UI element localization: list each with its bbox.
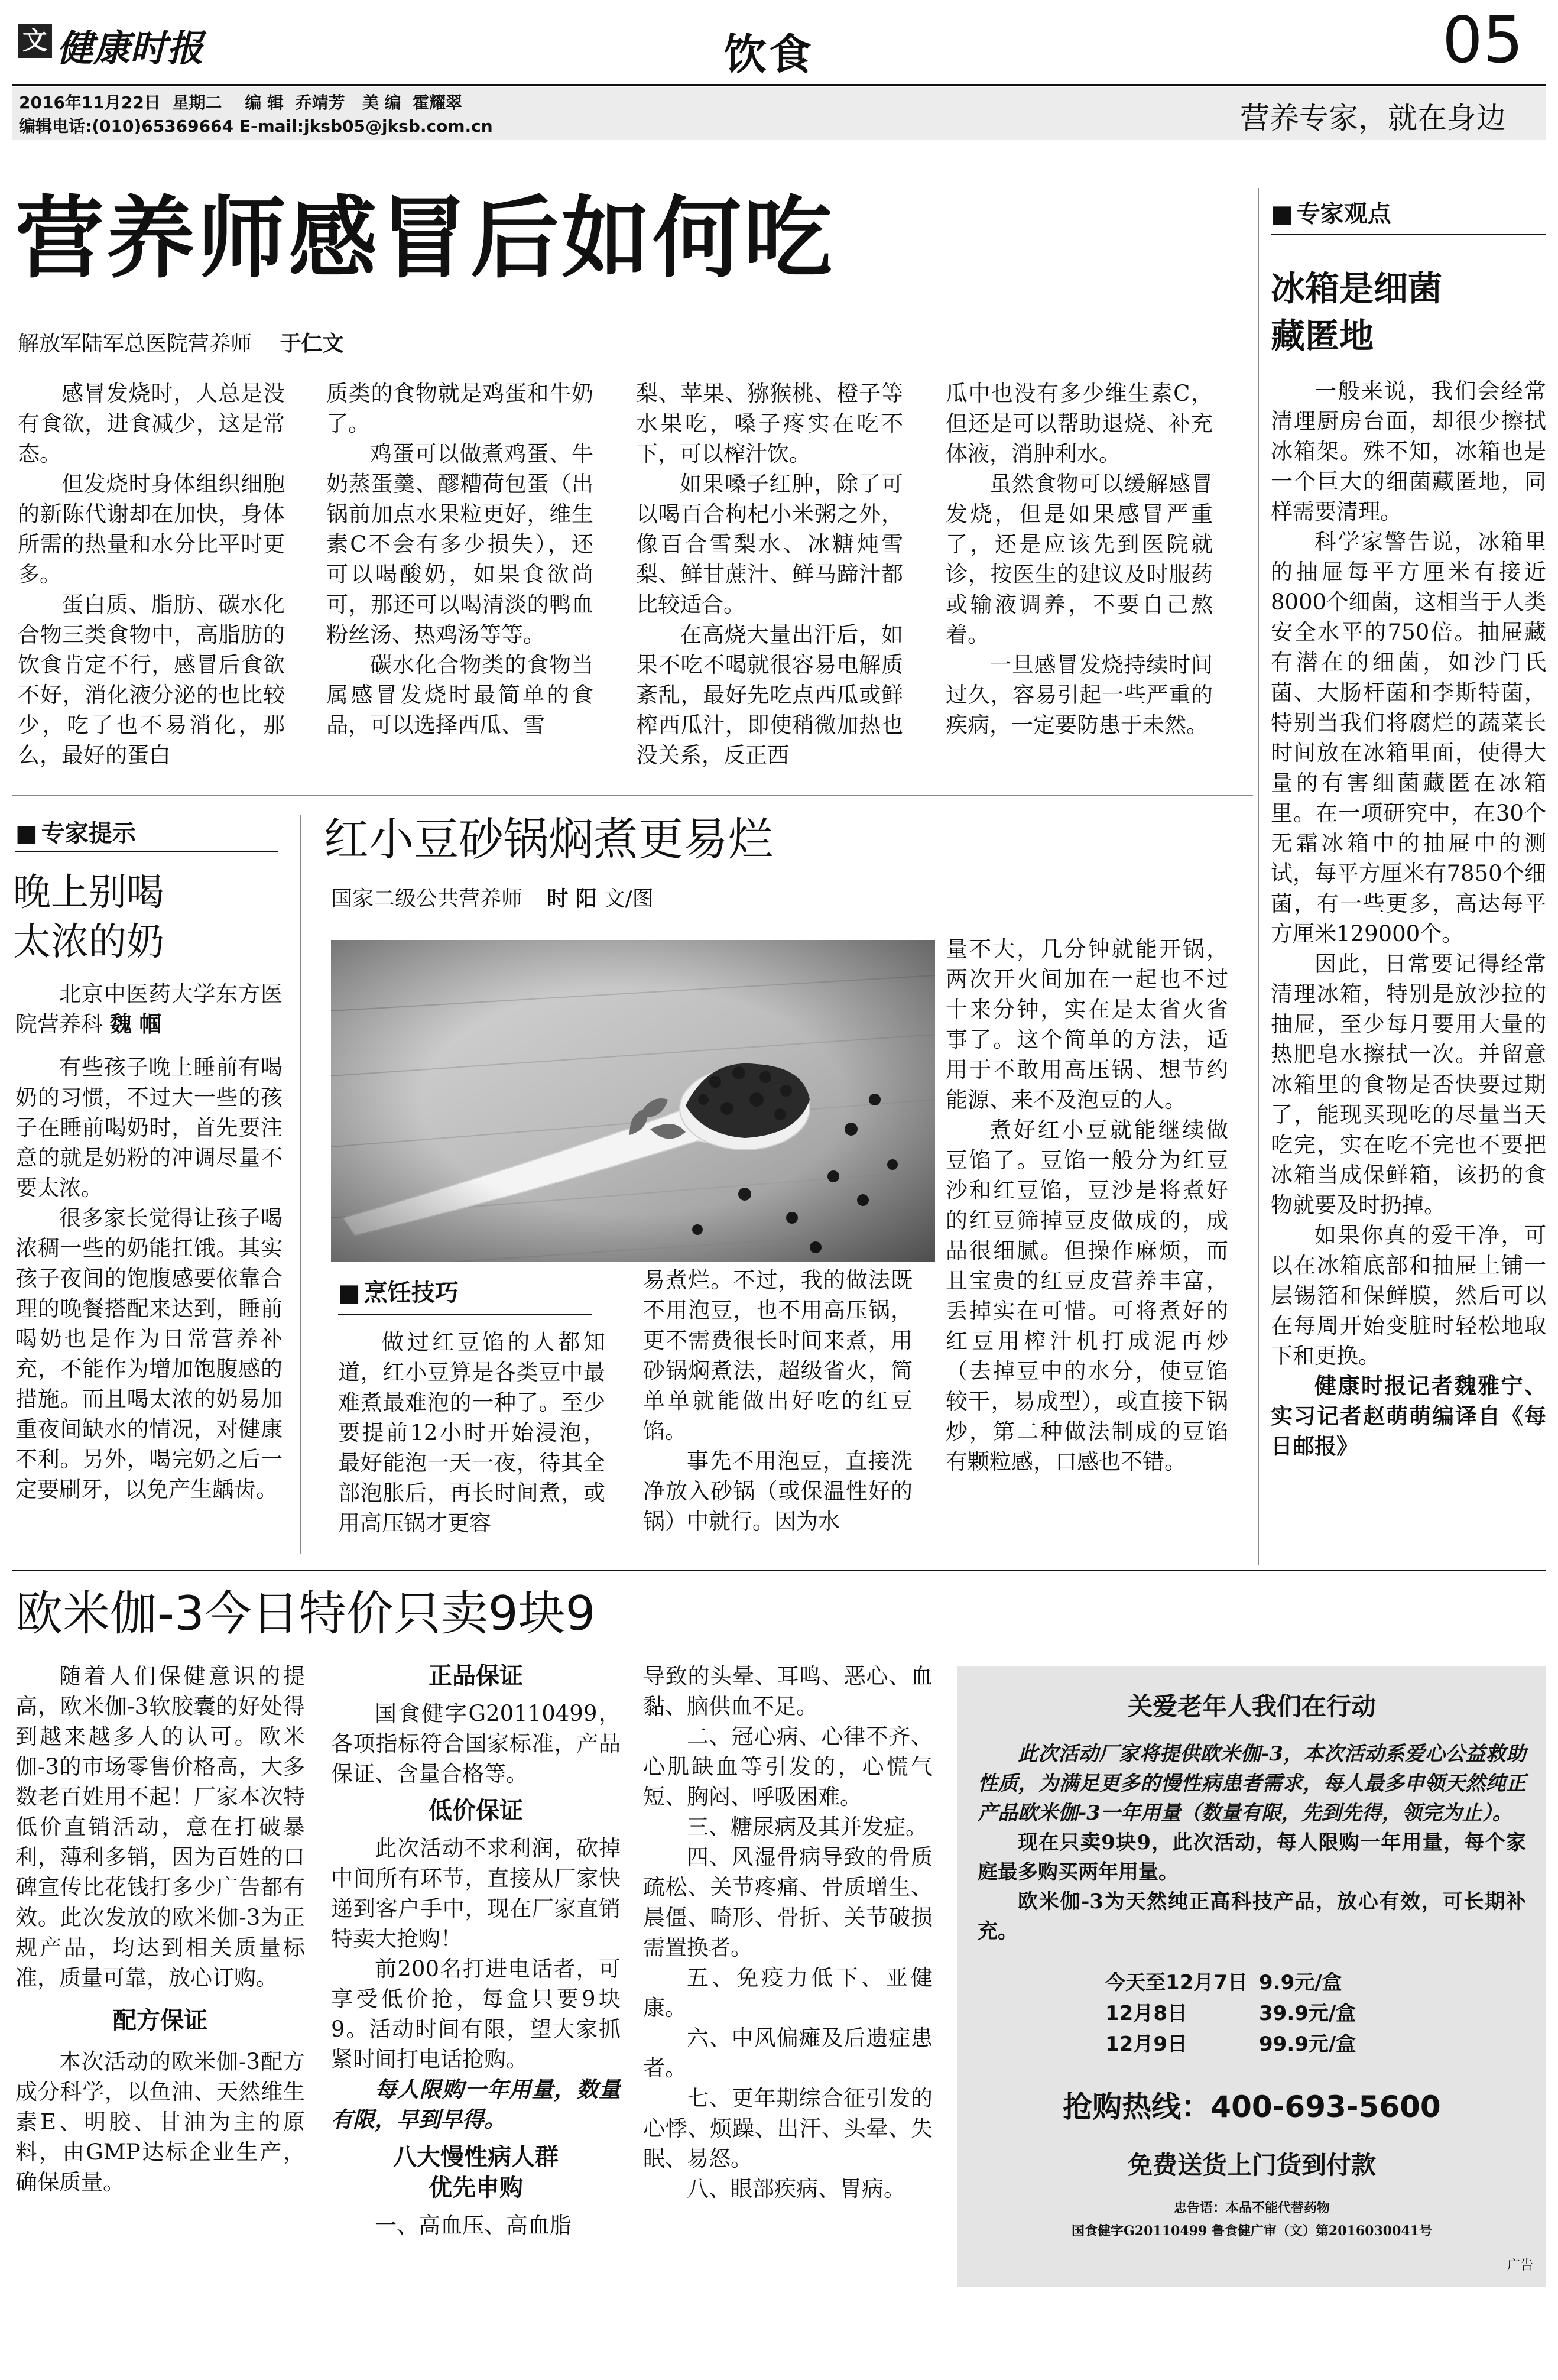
- main-col-1: [18, 378, 285, 786]
- fridge-title: [1271, 265, 1442, 359]
- byline-org: 北京中医药大学东方医院营养科: [15, 981, 283, 1037]
- price-table: [1105, 1967, 1546, 2060]
- price-row: [1105, 1967, 1546, 1998]
- main-col-2: [326, 378, 593, 786]
- bean-col-2: [643, 1265, 913, 1554]
- paragraph: 鸡蛋可以做煮鸡蛋、牛奶蒸蛋羹、醪糟荷包蛋（出锅前加点水果粒更好，维生素C不会有多少损失），还可以喝酸奶，如果食欲尚可，那还可以喝清淡的鸭血粉丝汤、热鸡汤等等。: [326, 441, 593, 647]
- paragraph: 一、高血压、高血脂: [375, 2213, 572, 2238]
- paragraph: 每人限购一年用量，数量有限，早到早得。: [331, 2076, 621, 2132]
- bean-col-1: [338, 1327, 605, 1552]
- paragraph: 随着人们保健意识的提高，欧米伽-3软胶囊的好处得到越来越多人的认可。欧米伽-3的市场零售价格高，大多数老百姓用不起！厂家本次特低价直销活动，意在打破暴利，薄利多销，因为百姓的口碑宣传比花钱打多少广告都有效。此次发放的欧米伽-3为正规产品，均达到相关质量标准，质量可靠，放心订购。: [15, 1664, 305, 1990]
- paragraph: 此次活动不求利润，砍掉中间所有环节，直接从厂家快递到客户手中，现在厂家直销特卖大抢购！: [331, 1836, 621, 1951]
- list-item: 导致的头晕、耳鸣、恶心、血黏、脑供血不足。: [643, 1664, 933, 1719]
- title-line: 晚上别喝: [13, 871, 164, 915]
- list-item: 二、冠心病、心律不齐、心肌缺血等引发的，心慌气短、胸闷、呼吸困难。: [643, 1724, 933, 1810]
- paragraph: 一旦感冒发烧持续时间过久，容易引起一些严重的疾病，一定要防患于未然。: [946, 652, 1213, 738]
- ad-headline: 欧米伽-3今日特价只卖9块9: [15, 1586, 596, 1641]
- byline-text: [15, 979, 283, 1039]
- warning-note: 忠告语：本品不能代替药物: [1173, 2200, 1330, 2216]
- paragraph: 前200名打进电话者，可享受低价抢，每盒只要9块9。活动时间有限，望大家抓紧时间打电话抢购。: [331, 1956, 621, 2072]
- paragraph: 做过红豆馅的人都知道，红小豆算是各类豆中最难煮最难泡的一种了。至少要提前12小时开始浸泡，最好能泡一天一夜，待其全部泡胀后，再长时间煮，或用高压锅才更容: [338, 1330, 605, 1536]
- ad-subhead: 正品保证: [429, 1662, 523, 1690]
- paragraph: 瓜中也没有多少维生素C，但还是可以帮助退烧、补充体液，消肿利水。: [946, 381, 1213, 466]
- main-col-4: [946, 378, 1213, 786]
- fridge-body: [1271, 376, 1546, 1552]
- paragraph: 本次活动的欧米伽-3配方成分科学，以鱼油、天然维生素E、明胶、甘油为主的原料，由GMP达标企业生产，确保质量。: [15, 2049, 305, 2195]
- byline: [18, 327, 343, 357]
- ad-subhead: 低价保证: [429, 1797, 523, 1824]
- price-date: 12月9日: [1105, 2032, 1187, 2056]
- paragraph: 碳水化合物类的食物当属感冒发烧时最简单的食品，可以选择西瓜、雪: [326, 652, 593, 738]
- credit: 健康时报记者魏雅宁、实习记者赵萌萌编译自《每日邮报》: [1271, 1373, 1546, 1459]
- paragraph: 虽然食物可以缓解感冒发烧，但是如果感冒严重了，还是应该先到医院就诊，按医生的建议及时服药或输液调养，不要自己熬着。: [946, 471, 1213, 647]
- ad-col-2: [331, 1661, 621, 2288]
- logo-mark: 文: [18, 24, 52, 58]
- section-tag: ■ 专家提示: [15, 815, 136, 848]
- byline-org: 解放军陆军总医院营养师: [18, 332, 252, 356]
- hotline-number[interactable]: 400-693-5600: [1210, 2090, 1441, 2124]
- paragraph: 易煮烂。不过，我的做法既不用泡豆，也不用高压锅，更不需费很长时间来煮，用砂锅焖煮法，超级省火，简单单就能做出好吃的红豆馅。: [643, 1267, 913, 1444]
- paragraph: 质类的食物就是鸡蛋和牛奶了。: [326, 381, 593, 436]
- ad-subhead: 配方保证: [113, 2007, 207, 2034]
- paragraph: 科学家警告说，冰箱里的抽屉每平方厘米有接近8000个细菌，这相当于人类安全水平的750倍。抽屉藏有潜在的细菌，如沙门氏菌、大肠杆菌和李斯特菌，特别当我们将腐烂的蔬菜长时间放在冰箱里面，使得大量的有害细菌藏匿在冰箱里。在一项研究中，在30个无霜冰箱中的抽屉中的测试，每平方厘米有7850个细菌，有一些更多，高达每平方厘米129000个。: [1271, 529, 1546, 946]
- paragraph: 事先不用泡豆，直接洗净放入砂锅（或保温性好的锅）中就行。因为水: [643, 1448, 913, 1534]
- paragraph: 此次活动厂家将提供欧米伽-3，本次活动系爱心公益救助性质，为满足更多的慢性病患者需求，每人最多申领天然纯正产品欧米伽-3一年用量（数量有限，先到先得，领完为止）。: [978, 1742, 1526, 1825]
- section-tag: ■ 专家观点: [1271, 195, 1391, 229]
- headline: 营养师感冒后如何吃: [15, 186, 835, 290]
- byline-suffix: 文/图: [603, 887, 654, 911]
- price-value: 99.9元/盒: [1259, 2032, 1356, 2056]
- list-item: 三、糖尿病及其并发症。: [687, 1814, 927, 1840]
- price-value: 39.9元/盒: [1259, 2002, 1356, 2025]
- milk-body: [15, 1052, 283, 1549]
- bean-photo: [331, 940, 935, 1262]
- list-item: 六、中风偏瘫及后遗症患者。: [643, 2025, 933, 2081]
- logo-text: 健康时报: [57, 27, 204, 70]
- milk-byline: [15, 979, 283, 1039]
- byline-name: 魏 帼: [109, 1011, 161, 1037]
- page-number: 05: [1442, 4, 1524, 77]
- ad-subhead: [331, 2142, 621, 2203]
- date-line: 2016年11月22日 星期二 编 辑 乔靖芳 美 编 霍耀翠: [19, 93, 463, 112]
- price-row: [1105, 1998, 1546, 2029]
- ad-col-3: [643, 1661, 933, 2288]
- paragraph: 如果你真的爱干净，可以在冰箱底部和抽屉上铺一层锡箔和保鲜膜，然后可以在每周开始变脏时轻松地取下和更换。: [1271, 1223, 1546, 1369]
- paragraph: 很多家长觉得让孩子喝浓稠一些的奶能扛饿。其实孩子夜间的饱腹感要依靠合理的晚餐搭配来达到，睡前喝奶也是作为日常营养补充，不能作为增加饱腹感的措施。而且喝太浓的奶易加重夜间缺水的情况，对健康不利。另外，喝完奶之后一定要刷牙，以免产生龋齿。: [15, 1205, 283, 1502]
- title-line: 藏匿地: [1271, 316, 1374, 356]
- ad-info-box: [957, 1666, 1546, 2287]
- ad-col-1: [15, 1661, 305, 2288]
- paragraph: 现在只卖9块9，此次活动，每人限购一年用量，每个家庭最多购买两年用量。: [978, 1831, 1526, 1884]
- paragraph: 感冒发烧时，人总是没有食欲，进食减少，这是常态。: [18, 381, 285, 466]
- list-item: 七、更年期综合征引发的心悸、烦躁、出汗、头晕、失眠、易怒。: [643, 2086, 933, 2171]
- approval-number: 国食健字G20110499 鲁食健广审（文）第2016030041号: [1072, 2223, 1432, 2239]
- list-item: 四、风湿骨病导致的骨质疏松、关节疼痛、骨质增生、晨僵、畸形、骨折、关节破损需置换者。: [643, 1844, 933, 1960]
- title-line: 太浓的奶: [13, 920, 164, 964]
- paragraph: 但发烧时身体组织细胞的新陈代谢却在加快，身体所需的热量和水分比平时更多。: [18, 471, 285, 587]
- paragraph: 国食健字G20110499，各项指标符合国家标准，产品保证、含量合格等。: [331, 1701, 621, 1786]
- byline-name: 时 阳: [547, 887, 598, 911]
- delivery-note: 免费送货上门货到付款: [1127, 2151, 1376, 2180]
- hotline: [957, 2083, 1546, 2126]
- bean-title: 红小豆砂锅焖煮更易烂: [324, 813, 773, 865]
- section-tag: ■ 烹饪技巧: [338, 1274, 459, 1308]
- price-value: 9.9元/盒: [1259, 1971, 1342, 1995]
- paragraph: 梨、苹果、猕猴桃、橙子等水果吃，嗓子疼实在吃不下，可以榨汁饮。: [636, 381, 903, 466]
- slogan: 营养专家，就在身边: [1240, 101, 1506, 135]
- bean-byline: [331, 882, 654, 912]
- price-row: [1105, 2029, 1546, 2060]
- title-line: 冰箱是细菌: [1271, 268, 1443, 309]
- ad-mark: 广告: [1507, 2258, 1533, 2273]
- milk-title: [13, 868, 164, 967]
- byline-name: 于仁文: [280, 332, 344, 356]
- paragraph: 煮好红小豆就能继续做豆馅了。豆馅一般分为红豆沙和红豆馅，豆沙是将煮好的红豆筛掉豆皮做成的，成品很细腻。但操作麻烦，而且宝贵的红豆皮营养丰富，丢掉实在可惜。可将煮好的红豆用榨汁机打成泥再炒（去掉豆中的水分，使豆馅较干，易成型），或直接下锅炒，第二种做法制成的豆馅有颗粒感，口感也不错。: [946, 1117, 1228, 1474]
- paragraph: 如果嗓子红肿，除了可以喝百合枸杞小米粥之外，像百合雪梨水、冰糖炖雪梨、鲜甘蔗汁、鲜马蹄汁都比较适合。: [636, 471, 903, 617]
- subhead-line: 八大慢性病人群: [393, 2144, 559, 2171]
- main-col-3: [636, 378, 903, 786]
- paragraph: 蛋白质、脂肪、碳水化合物三类食物中，高脂肪的饮食肯定不行，感冒后食欲不好，消化液分泌的也比较少，吃了也不易消化，那么，最好的蛋白: [18, 592, 285, 768]
- section-name: 饮食: [724, 30, 814, 79]
- box-title: 关爱老年人我们在行动: [1127, 1692, 1376, 1721]
- paragraph: 因此，日常要记得经常清理冰箱，特别是放沙拉的抽屉，至少每月要用大量的热肥皂水擦拭一次。并留意冰箱里的食物是否快要过期了，能现买现吃的尽量当天吃完，实在吃不完也不要把冰箱当成保鲜箱，该扔的食物就要及时扔掉。: [1271, 951, 1546, 1218]
- subhead-line: 优先申购: [429, 2174, 523, 2201]
- price-date: 今天至12月7日: [1105, 1971, 1248, 1995]
- paragraph: 一般来说，我们会经常清理厨房台面，却很少擦拭冰箱架。殊不知，冰箱也是一个巨大的细菌藏匿地，同样需要清理。: [1271, 378, 1546, 524]
- price-date: 12月8日: [1105, 2002, 1187, 2025]
- bean-col-3: [946, 934, 1228, 1554]
- list-item: 五、免疫力低下、亚健康。: [643, 1965, 933, 2021]
- paragraph: 有些孩子晚上睡前有喝奶的习惯，不过大一些的孩子在睡前喝奶时，首先要注意的就是奶粉的冲调尽量不要太浓。: [15, 1055, 283, 1201]
- paragraph: 在高烧大量出汗后，如果不吃不喝就很容易电解质紊乱，最好先吃点西瓜或鲜榨西瓜汁，即使稍微加热也没关系，反正西: [636, 622, 903, 768]
- list-item: 八、眼部疾病、胃病。: [687, 2176, 905, 2201]
- hotline-label: 抢购热线：: [1063, 2090, 1211, 2124]
- paragraph: 欧米伽-3为天然纯正高科技产品，放心有效，可长期补充。: [978, 1890, 1526, 1943]
- phone-line: 编辑电话:(010)65369664 E-mail:jksb05@jksb.com.cn: [19, 116, 493, 136]
- paragraph: 量不大，几分钟就能开锅，两次开火间加在一起也不过十来分钟，实在是太省火省事了。这个简单的方法，适用于不敢用高压锅、想节约能源、来不及泡豆的人。: [946, 936, 1228, 1113]
- byline-org: 国家二级公共营养师: [331, 887, 523, 911]
